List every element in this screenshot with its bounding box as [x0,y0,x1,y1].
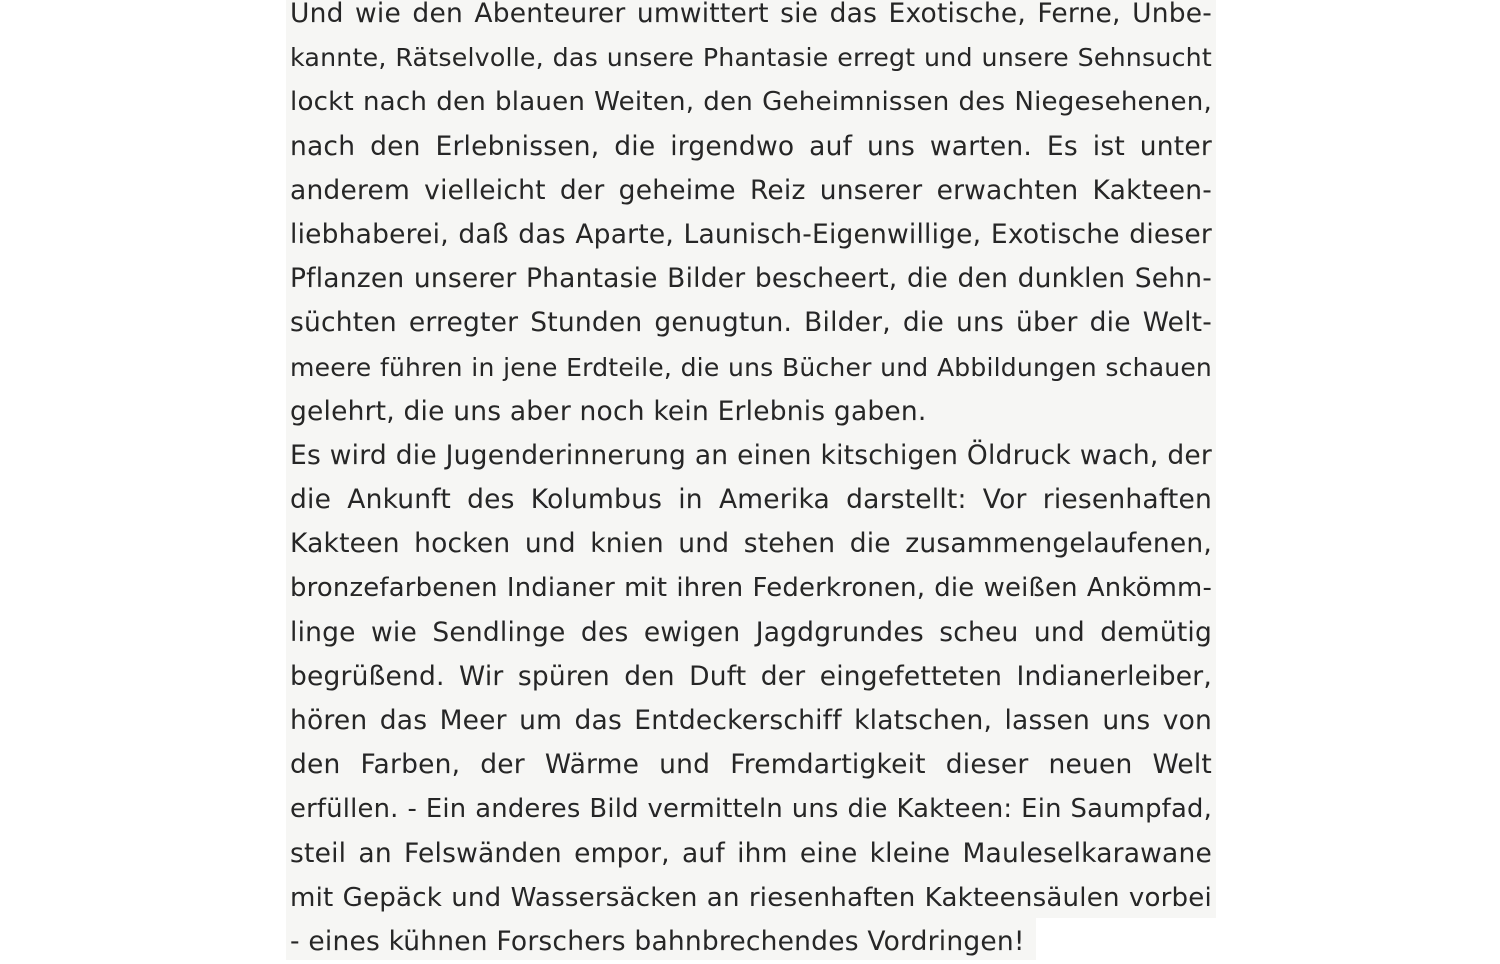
text-line: Kakteen hocken und knien und stehen die zusammengelaufenen, [290,528,1212,560]
text-line: erfüllen. - Ein anderes Bild vermitteln uns die Kakteen: Ein Saumpfad, [290,794,1212,825]
text-line: kannte, Rätselvolle, das unsere Phantasie erregt und unsere Sehnsucht [290,43,1212,73]
text-line: Und wie den Abenteurer umwittert sie das Exotische, Ferne, Unbe- [290,0,1212,29]
text-line: süchten erregter Stunden genugtun. Bilder, die uns über die Welt- [290,307,1212,339]
text-line: begrüßend. Wir spüren den Duft der eingefetteten Indianerleiber, [290,660,1212,692]
text-line: steil an Felswänden empor, auf ihm eine kleine Mauleselkarawane [290,837,1212,869]
text-line: Pflanzen unserer Phantasie Bilder bescheert, die den dunklen Sehn- [290,263,1212,295]
text-line: den Farben, der Wärme und Fremdartigkeit dieser neuen Welt [290,749,1212,781]
body-text [290,0,1212,964]
text-line: anderem vielleicht der geheime Reiz unserer erwachten Kakteen- [290,174,1212,206]
text-line: mit Gepäck und Wassersäcken an riesenhaften Kakteensäulen vorbei [290,882,1212,913]
text-line-paragraph-end: - eines kühnen Forschers bahnbrechendes Vordringen! [290,925,1025,957]
text-line: meere führen in jene Erdteile, die uns Bücher und Abbildungen schauen [290,352,1212,382]
text-line: hören das Meer um das Entdeckerschiff klatschen, lassen uns von [290,705,1212,736]
text-line: lockt nach den blauen Weiten, den Geheimnissen des Niegesehenen, [290,87,1212,118]
text-line: liebhaberei, daß das Aparte, Launisch-Eigenwillige, Exotische dieser [290,218,1212,250]
text-line: die Ankunft des Kolumbus in Amerika darstellt: Vor riesenhaften [290,484,1212,516]
text-line: Es wird die Jugenderinnerung an einen kitschigen Öldruck wach, der [290,439,1212,471]
text-line-paragraph-end: gelehrt, die uns aber noch kein Erlebnis gaben. [290,395,927,427]
text-line: linge wie Sendlinge des ewigen Jagdgrundes scheu und demütig [290,616,1212,648]
text-line: nach den Erlebnissen, die irgendwo auf uns warten. Es ist unter [290,130,1212,162]
text-line: bronzefarbenen Indianer mit ihren Federkronen, die weißen Ankömm- [290,573,1212,604]
